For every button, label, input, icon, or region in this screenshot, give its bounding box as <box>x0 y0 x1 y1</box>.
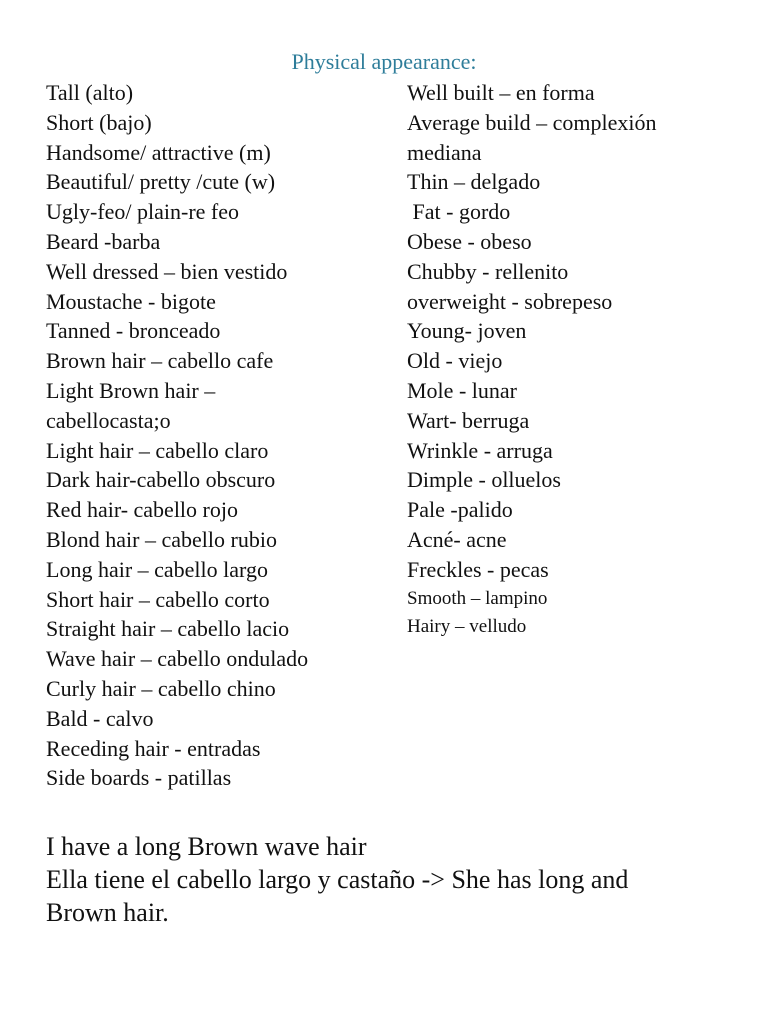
vocab-item: Well built – en forma <box>407 80 595 105</box>
example-sentences <box>46 830 726 929</box>
vocab-item: Average build – complexión <box>407 109 657 135</box>
vocab-item: Curly hair – cabello chino <box>46 675 276 701</box>
vocab-item: Old - viejo <box>407 348 503 374</box>
vocab-item: Dark hair-cabello obscuro <box>46 467 276 493</box>
vocab-item: Acné- acne <box>407 526 507 552</box>
vocab-item: Long hair – cabello largo <box>46 556 268 582</box>
vocab-item: Light Brown hair – <box>46 377 216 403</box>
vocab-item: Receding hair - entradas <box>46 735 261 761</box>
vocab-item: Ugly-feo/ plain-re feo <box>46 199 240 225</box>
vocab-item: Moustache - bigote <box>46 288 216 314</box>
vocab-item: Blond hair – cabello rubio <box>46 526 277 552</box>
vocab-item: Beard -barba <box>46 228 161 254</box>
vocab-item: Light hair – cabello claro <box>46 437 269 463</box>
vocab-item: Well dressed – bien vestido <box>46 258 288 284</box>
vocab-item: Obese - obeso <box>407 228 532 254</box>
example-sentence: Ella tiene el cabello largo y castaño -> She has long and <box>46 865 629 894</box>
vocab-item: Brown hair – cabello cafe <box>46 348 274 374</box>
vocab-item: Side boards - patillas <box>46 765 232 791</box>
vocab-item: overweight - sobrepeso <box>407 288 613 314</box>
vocab-item: Beautiful/ pretty /cute (w) <box>46 169 276 195</box>
page-title: Physical appearance: <box>291 49 477 74</box>
vocab-item: Tall (alto) <box>46 80 134 105</box>
vocab-item: mediana <box>407 139 482 165</box>
vocab-item: Wart- berruga <box>407 407 530 433</box>
vocab-item: Pale -palido <box>407 497 513 523</box>
vocab-item: Chubby - rellenito <box>407 258 569 284</box>
vocab-item: Young- joven <box>407 318 527 344</box>
vocab-item: Handsome/ attractive (m) <box>46 139 271 165</box>
vocab-item: Mole - lunar <box>407 377 517 403</box>
vocab-item: Short (bajo) <box>46 109 152 135</box>
example-sentence: Brown hair. <box>46 898 169 927</box>
vocab-item: Bald - calvo <box>46 705 154 731</box>
vocabulary-list-right <box>407 78 737 641</box>
vocab-item: Tanned - bronceado <box>46 318 221 344</box>
vocab-item: Straight hair – cabello lacio <box>46 616 290 642</box>
vocab-item: Dimple - olluelos <box>407 467 561 493</box>
vocab-item: cabellocasta;o <box>46 407 171 433</box>
vocab-item: Hairy – velludo <box>407 615 527 637</box>
vocab-item: Smooth – lampino <box>407 587 548 609</box>
vocab-item: Fat - gordo <box>407 199 511 225</box>
vocab-item: Red hair- cabello rojo <box>46 497 238 523</box>
vocabulary-list-left <box>46 78 396 793</box>
vocab-item: Wrinkle - arruga <box>407 437 553 463</box>
vocab-item: Thin – delgado <box>407 169 541 195</box>
vocab-item: Wave hair – cabello ondulado <box>46 646 309 672</box>
example-sentence: I have a long Brown wave hair <box>46 832 367 861</box>
vocab-item: Short hair – cabello corto <box>46 586 270 612</box>
vocab-item: Freckles - pecas <box>407 556 549 582</box>
